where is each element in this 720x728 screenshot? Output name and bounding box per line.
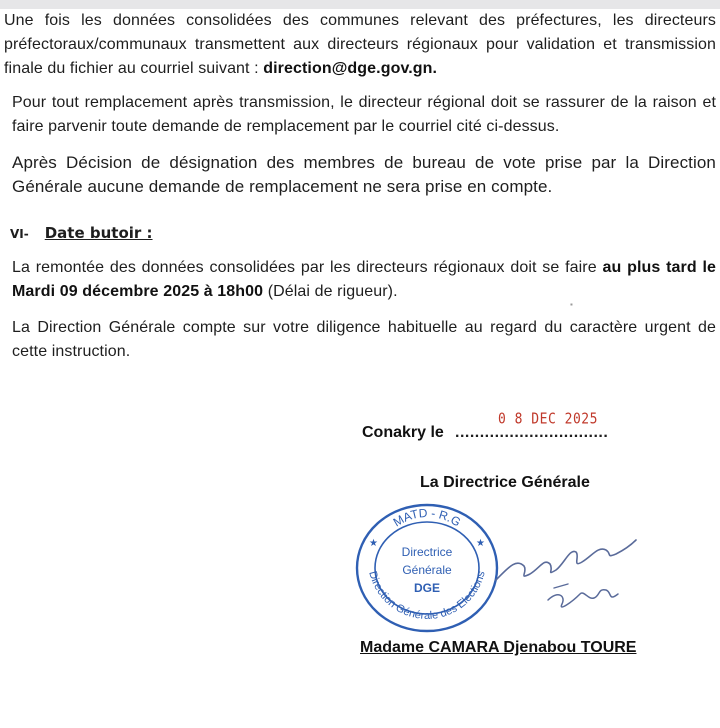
signer-name: Madame CAMARA Djenabou TOURE xyxy=(360,639,637,656)
seal-ring-text: Direction Générale des Elections xyxy=(366,569,488,622)
official-seal xyxy=(354,502,500,634)
top-scan-border xyxy=(0,0,720,9)
seal-center-line1: Directrice xyxy=(401,545,453,559)
seal-center-line2: Générale xyxy=(402,563,452,577)
seal-top-text: MATD - R.G xyxy=(390,505,464,530)
section-heading xyxy=(10,224,153,242)
email-address: direction@dge.gov.gn. xyxy=(263,60,438,77)
deadline-lead: au plus tard le xyxy=(602,259,716,276)
date-stamp: 0 8 DEC 2025 xyxy=(498,410,598,429)
place-label: Conakry le xyxy=(362,424,444,441)
scan-speck: ▪ xyxy=(570,300,573,309)
section-number: VI- xyxy=(10,227,29,241)
deadline-date: Mardi 09 décembre 2025 à 18h00 xyxy=(12,283,264,300)
date-dotted-line: ............................... xyxy=(455,424,609,441)
signatory-role: La Directrice Générale xyxy=(420,474,590,491)
seal-star-right: ★ xyxy=(476,538,485,549)
paragraph-transmission: Une fois les données consolidées des communes relevant des préfectures, les directeurs préfectoraux/communaux transmettent aux directeurs régionaux pour validation et transmission finale du fichier au courriel suivant : direction@dge.gov.gn. xyxy=(4,12,716,77)
seal-center-line3: DGE xyxy=(413,581,441,595)
paragraph-deadline: La remontée des données consolidées par les directeurs régionaux doit se faire au plus tard le Mardi 09 décembre 2025 à 18h00 (Délai de rigueur). xyxy=(12,259,716,300)
section-title: Date butoir : xyxy=(44,224,153,242)
paragraph-decision: Après Décision de désignation des membres de bureau de vote prise par la Direction Générale aucune demande de remplacement ne sera prise en compte. xyxy=(12,153,716,196)
handwritten-signature xyxy=(488,528,638,618)
seal-star-left: ★ xyxy=(369,538,378,549)
paragraph-closing: La Direction Générale compte sur votre diligence habituelle au regard du caractère urgent de cette instruction. xyxy=(12,319,716,360)
paragraph-replacement: Pour tout remplacement après transmission, le directeur régional doit se rassurer de la raison et faire parvenir toute demande de remplacement par le courriel cité ci-dessus. xyxy=(12,94,716,135)
